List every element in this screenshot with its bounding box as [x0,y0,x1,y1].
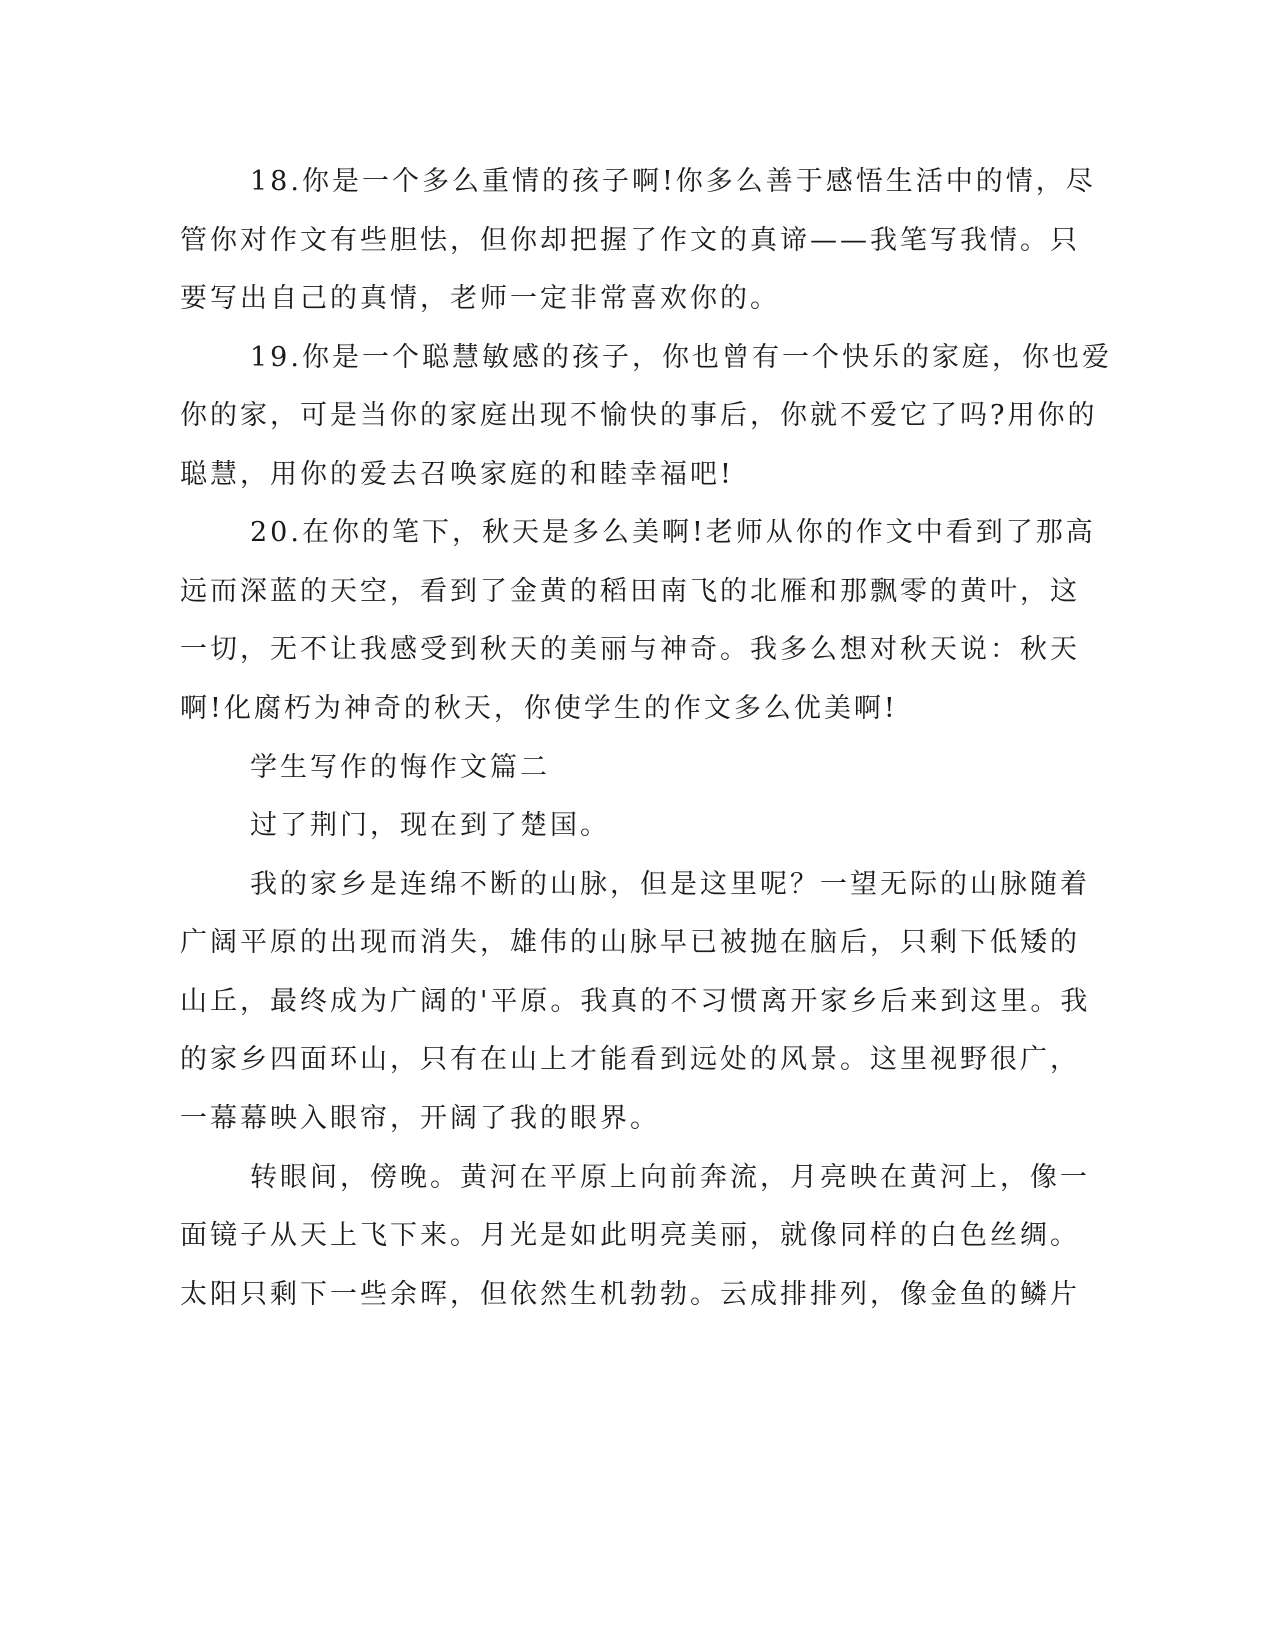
paragraph-20-line-1: 20.在你的笔下，秋天是多么美啊!老师从你的作文中看到了那高 [250,517,1096,548]
paragraph-hometown-line-1: 我的家乡是连绵不断的山脉，但是这里呢？一望无际的山脉随着 [250,869,1090,900]
paragraph-hometown-line-2: 广阔平原的出现而消失，雄伟的山脉早已被抛在脑后，只剩下低矮的 [180,927,1080,958]
paragraph-19-line-2: 你的家，可是当你的家庭出现不愉快的事后，你就不爱它了吗?用你的 [180,400,1098,431]
section-title: 学生写作的悔作文篇二 [250,752,550,783]
paragraph-20-line-2: 远而深蓝的天空，看到了金黄的稻田南飞的北雁和那飘零的黄叶，这 [180,576,1080,607]
paragraph-evening-line-3: 太阳只剩下一些余晖，但依然生机勃勃。云成排排列，像金鱼的鳞片 [180,1279,1080,1310]
paragraph-hometown-line-3: 山丘，最终成为广阔的'平原。我真的不习惯离开家乡后来到这里。我 [180,986,1091,1017]
paragraph-evening-line-1: 转眼间，傍晚。黄河在平原上向前奔流，月亮映在黄河上，像一 [250,1162,1090,1193]
paragraph-evening-line-2: 面镜子从天上飞下来。月光是如此明亮美丽，就像同样的白色丝绸。 [180,1220,1080,1251]
paragraph-19-line-1: 19.你是一个聪慧敏感的孩子，你也曾有一个快乐的家庭，你也爱 [250,342,1112,373]
paragraph-jingmen: 过了荆门，现在到了楚国。 [250,810,610,841]
paragraph-20-line-4: 啊!化腐朽为神奇的秋天，你使学生的作文多么优美啊! [180,693,898,724]
paragraph-18-line-1: 18.你是一个多么重情的孩子啊!你多么善于感悟生活中的情，尽 [250,166,1096,197]
paragraph-hometown-line-4: 的家乡四面环山，只有在山上才能看到远处的风景。这里视野很广， [180,1044,1080,1075]
paragraph-18-line-2: 管你对作文有些胆怯，但你却把握了作文的真谛——我笔写我情。只 [180,225,1080,256]
paragraph-18-line-3: 要写出自己的真情，老师一定非常喜欢你的。 [180,283,780,314]
paragraph-20-line-3: 一切，无不让我感受到秋天的美丽与神奇。我多么想对秋天说：秋天 [180,634,1080,665]
paragraph-hometown-line-5: 一幕幕映入眼帘，开阔了我的眼界。 [180,1103,660,1134]
paragraph-19-line-3: 聪慧，用你的爱去召唤家庭的和睦幸福吧! [180,459,734,490]
